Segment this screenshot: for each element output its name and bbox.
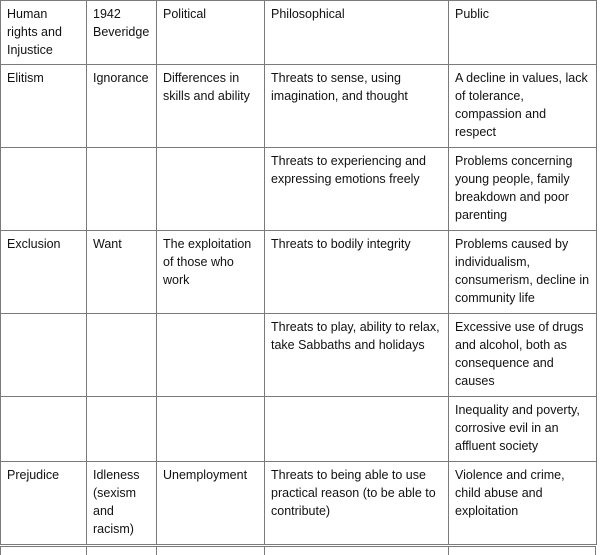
table-cell: Violence and crime, child abuse and exploitation — [449, 462, 597, 545]
table-cell: Differences in skills and ability — [157, 65, 265, 148]
header-cell: Political — [157, 1, 265, 65]
table-cell — [157, 397, 265, 462]
table-cell: Problems caused by individualism, consumerism, decline in community life — [449, 231, 597, 314]
table-row — [1, 462, 597, 545]
table-cell: Threats to play, ability to relax, take Sabbaths and holidays — [265, 314, 449, 397]
table-cell — [87, 397, 157, 462]
table-row — [1, 397, 597, 462]
table-cell: A decline in values, lack of tolerance, compassion and respect — [449, 65, 597, 148]
table-cell: Unemployment — [157, 462, 265, 545]
table-cell: Threats to bodily integrity — [265, 231, 449, 314]
table-cell: Elitism — [1, 65, 87, 148]
table-row — [1, 148, 597, 231]
header-cell: Philosophical — [265, 1, 449, 65]
table-cell — [157, 148, 265, 231]
table-row — [1, 314, 597, 397]
table-cell: Exclusion — [1, 231, 87, 314]
table-cell — [1, 148, 87, 231]
table-cell: Ignorance — [87, 65, 157, 148]
header-cell: Human rights and Injustice — [1, 1, 87, 65]
table-cell — [265, 397, 449, 462]
header-cell: Public — [449, 1, 597, 65]
table-cell: Threats to experiencing and expressing emotions freely — [265, 148, 449, 231]
table-cell — [87, 314, 157, 397]
header-cell: 1942 Beveridge — [87, 1, 157, 65]
table-cell: Problems concerning young people, family breakdown and poor parenting — [449, 148, 597, 231]
table-cell — [157, 314, 265, 397]
table-cell: Threats to being able to use practical reason (to be able to contribute) — [265, 462, 449, 545]
table-cell: Threats to sense, using imagination, and thought — [265, 65, 449, 148]
table-row — [1, 231, 597, 314]
table-cell: Prejudice — [1, 462, 87, 545]
table-cell — [1, 397, 87, 462]
table-cell: Excessive use of drugs and alcohol, both as consequence and causes — [449, 314, 597, 397]
table-cell: The exploitation of those who work — [157, 231, 265, 314]
table-cell: Want — [87, 231, 157, 314]
table-header-row — [1, 1, 597, 65]
table-cell — [1, 314, 87, 397]
table-row — [1, 65, 597, 148]
table-cell: Idleness (sexism and racism) — [87, 462, 157, 545]
table-cell — [87, 148, 157, 231]
table-cell: Inequality and poverty, corrosive evil in an affluent society — [449, 397, 597, 462]
